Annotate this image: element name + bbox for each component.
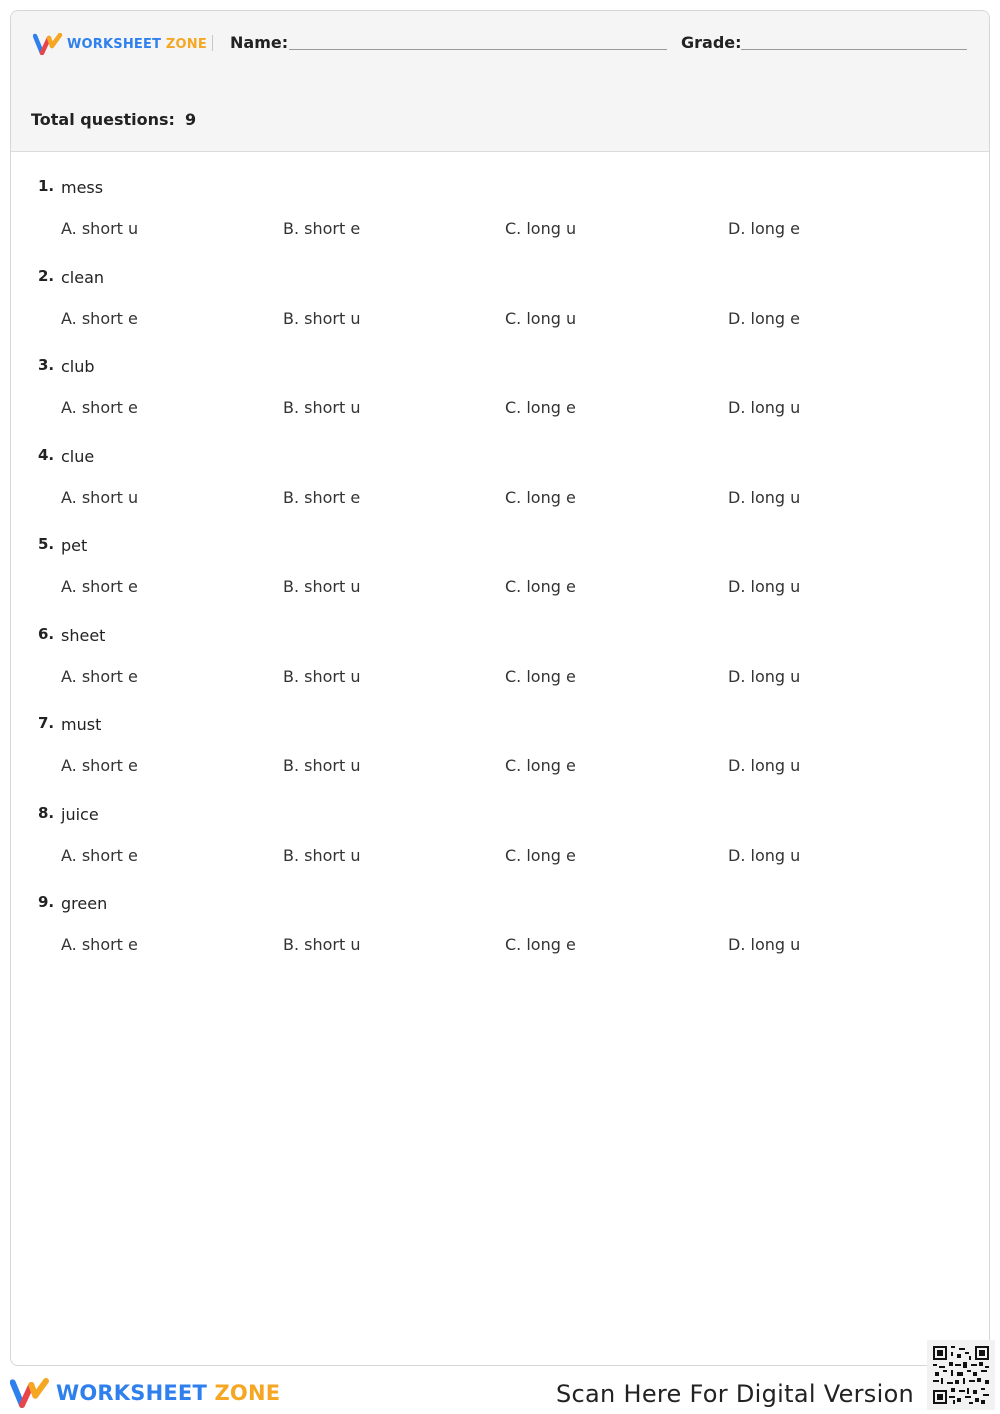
option-c[interactable]: C. long e xyxy=(505,756,576,775)
option-d[interactable]: D. long e xyxy=(728,308,800,328)
qr-code-graphic xyxy=(933,1346,989,1404)
option-c[interactable]: C. long u xyxy=(505,308,577,328)
option-b[interactable]: B. short u xyxy=(283,666,361,686)
option-a[interactable]: A. short u xyxy=(61,487,139,507)
option-b[interactable]: B. short u xyxy=(283,845,361,865)
option-d[interactable]: D. long u xyxy=(728,398,801,417)
question-number: 7. xyxy=(38,714,55,732)
total-questions-label: Total questions: xyxy=(31,110,175,129)
question-number: 4. xyxy=(38,445,55,464)
question-item xyxy=(11,893,989,983)
question-item xyxy=(11,714,989,804)
option-a[interactable]: A. short e xyxy=(61,756,138,775)
option-b[interactable]: B. short u xyxy=(283,577,361,596)
option-c[interactable]: C. long e xyxy=(505,935,576,954)
question-word: clean xyxy=(61,267,105,287)
option-d[interactable]: D. long e xyxy=(728,219,800,238)
question-number: 1. xyxy=(38,177,55,195)
question-number: 5. xyxy=(38,535,55,553)
option-a[interactable]: A. short e xyxy=(61,308,138,328)
option-a[interactable]: A. short e xyxy=(61,935,138,954)
option-b[interactable]: B. short e xyxy=(283,487,361,507)
question-word: juice xyxy=(61,804,99,824)
name-field[interactable] xyxy=(289,49,667,50)
question-item xyxy=(11,804,989,894)
worksheet-zone-logo-icon xyxy=(10,1378,50,1408)
question-item xyxy=(11,446,989,536)
option-c[interactable]: C. long e xyxy=(505,577,576,596)
question-item xyxy=(11,177,989,267)
brand-name: WORKSHEET ZONE xyxy=(67,36,207,52)
scan-here-text: Scan Here For Digital Version xyxy=(556,1380,915,1408)
option-c[interactable]: C. long u xyxy=(505,219,577,238)
question-item xyxy=(11,356,989,446)
option-a[interactable]: A. short e xyxy=(61,577,138,596)
option-c[interactable]: C. long e xyxy=(505,398,576,417)
question-item xyxy=(11,625,989,715)
footer-brand-name: WORKSHEET ZONE xyxy=(56,1381,281,1405)
question-word: must xyxy=(61,715,102,734)
option-b[interactable]: B. short u xyxy=(283,398,361,417)
option-a[interactable]: A. short e xyxy=(61,398,138,417)
option-c[interactable]: C. long e xyxy=(505,666,576,686)
question-number: 2. xyxy=(38,266,55,285)
option-b[interactable]: B. short e xyxy=(283,219,361,238)
total-questions-value: 9 xyxy=(184,110,197,129)
grade-label: Grade: xyxy=(681,33,742,52)
question-word: green xyxy=(61,894,108,913)
qr-code-icon[interactable] xyxy=(927,1340,995,1410)
option-b[interactable]: B. short u xyxy=(283,935,361,954)
worksheet-page xyxy=(10,10,990,1366)
question-number: 6. xyxy=(38,624,55,643)
option-a[interactable]: A. short u xyxy=(61,219,139,238)
option-d[interactable]: D. long u xyxy=(728,666,801,686)
option-d[interactable]: D. long u xyxy=(728,487,801,507)
option-a[interactable]: A. short e xyxy=(61,666,138,686)
question-number: 3. xyxy=(38,356,55,374)
brand-divider xyxy=(212,35,213,51)
grade-field[interactable] xyxy=(741,49,967,50)
worksheet-header xyxy=(11,11,989,152)
option-d[interactable]: D. long u xyxy=(728,756,801,775)
option-d[interactable]: D. long u xyxy=(728,845,801,865)
option-a[interactable]: A. short e xyxy=(61,845,138,865)
worksheet-zone-logo-icon xyxy=(33,33,63,55)
question-number: 8. xyxy=(38,803,55,822)
option-b[interactable]: B. short u xyxy=(283,308,361,328)
option-d[interactable]: D. long u xyxy=(728,935,801,954)
question-word: clue xyxy=(61,446,95,466)
question-word: pet xyxy=(61,536,88,555)
question-number: 9. xyxy=(38,893,55,911)
question-word: mess xyxy=(61,178,104,197)
question-list xyxy=(11,177,989,983)
question-word: club xyxy=(61,357,95,376)
name-label: Name: xyxy=(230,33,289,52)
brand-logo xyxy=(33,31,207,57)
footer-brand-logo xyxy=(10,1376,280,1410)
option-d[interactable]: D. long u xyxy=(728,577,801,596)
option-c[interactable]: C. long e xyxy=(505,845,576,865)
total-questions xyxy=(31,110,196,129)
question-item xyxy=(11,535,989,625)
option-c[interactable]: C. long e xyxy=(505,487,576,507)
question-word: sheet xyxy=(61,625,106,645)
option-b[interactable]: B. short u xyxy=(283,756,361,775)
question-item xyxy=(11,267,989,357)
